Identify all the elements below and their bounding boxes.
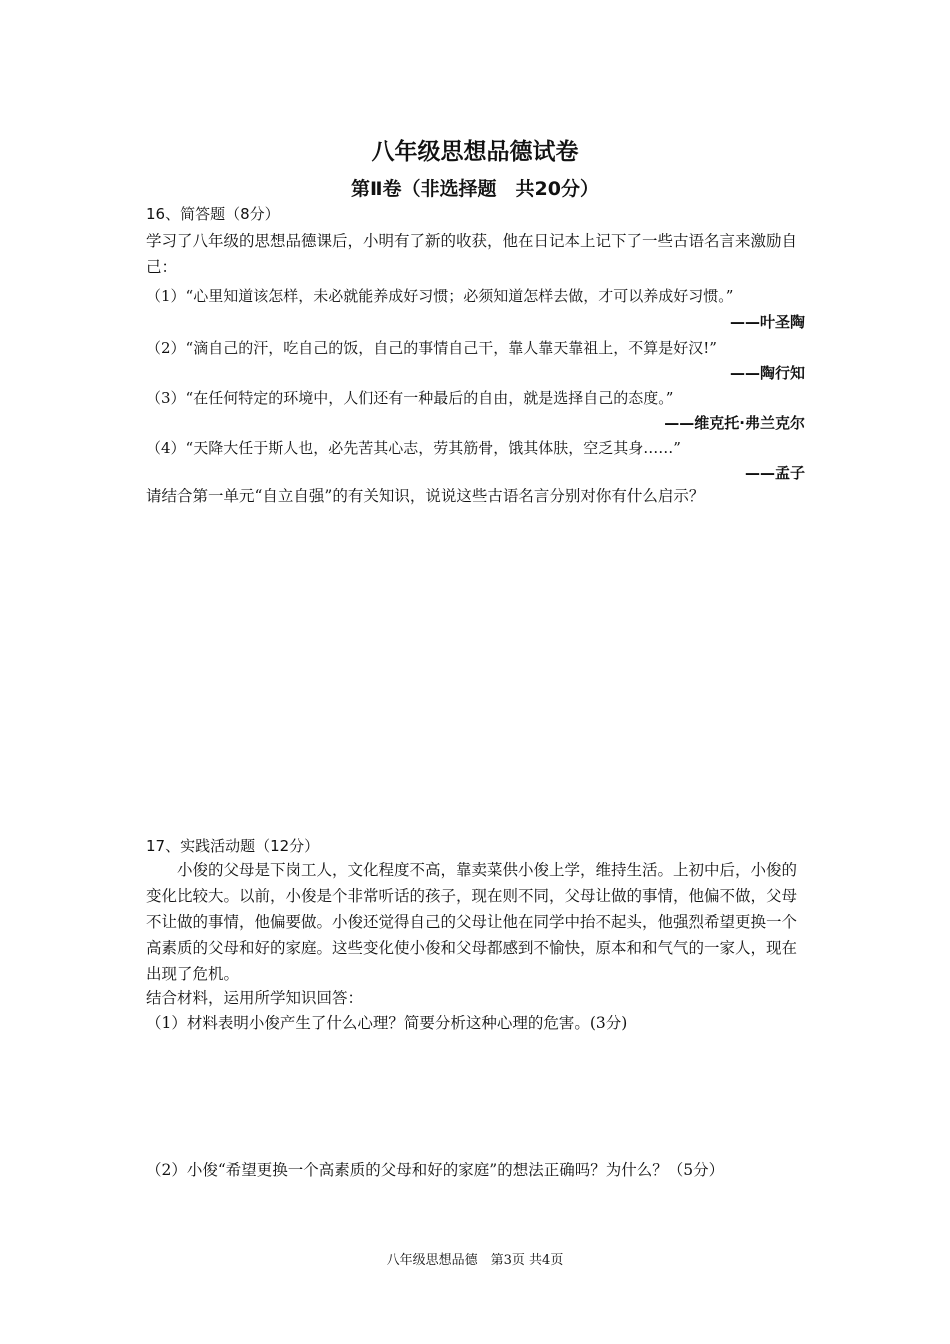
- question-17-material: 小俊的父母是下岗工人，文化程度不高，靠卖菜供小俊上学，维持生活。上初中后，小俊的变化比较大。以前，小俊是个非常听话的孩子，现在则不同，父母让做的事情，他偏不做，父母不让做的事情，他偏要做。小俊还觉得自己的父母让他在同学中抬不起头，他强烈希望更换一个高素质的父母和好的家庭。这些变化使小俊和父母都感到不愉快，原本和和气气的一家人，现在出现了危机。: [146, 861, 798, 983]
- section-subtitle: 第Ⅱ卷（非选择题 共20分）: [351, 178, 599, 200]
- quote-1: （1）“心里知道该怎样，未必就能养成好习惯；必须知道怎样去做，才可以养成好习惯。”: [146, 287, 734, 305]
- question-16-intro: 学习了八年级的思想品德课后，小明有了新的收获，他在日记本上记下了一些古语名言来激励自己：: [146, 232, 798, 276]
- quote-3: （3）“在任何特定的环境中，人们还有一种最后的自由，就是选择自己的态度。”: [146, 389, 674, 407]
- quote-2: （2）“滴自己的汗，吃自己的饭，自己的事情自己干，靠人靠天靠祖上，不算是好汉!”: [146, 339, 717, 357]
- question-16-heading: 16、简答题（8分）: [146, 205, 280, 223]
- page-title: 八年级思想品德试卷: [371, 139, 579, 165]
- quote-4-author: ——孟子: [744, 464, 805, 482]
- quote-2-author: ——陶行知: [729, 364, 805, 382]
- page-footer: 八年级思想品德 第3页 共4页: [386, 1253, 564, 1268]
- question-16-prompt: 请结合第一单元“自立自强”的有关知识，说说这些古语名言分别对你有什么启示？: [146, 487, 705, 505]
- question-17-sub-2: （2）小俊“希望更换一个高素质的父母和好的家庭”的想法正确吗？为什么？（5分）: [146, 1161, 725, 1179]
- question-17-instruction: 结合材料，运用所学知识回答：: [146, 989, 364, 1007]
- question-17-heading: 17、实践活动题（12分）: [146, 837, 320, 855]
- quote-1-author: ——叶圣陶: [729, 313, 805, 331]
- question-17-sub-1: （1）材料表明小俊产生了什么心理？简要分析这种心理的危害。(3分): [146, 1014, 628, 1032]
- quote-3-author: ——维克托·弗兰克尔: [664, 414, 805, 432]
- quote-4: （4）“天降大任于斯人也，必先苦其心志，劳其筋骨，饿其体肤，空乏其身……”: [146, 439, 681, 457]
